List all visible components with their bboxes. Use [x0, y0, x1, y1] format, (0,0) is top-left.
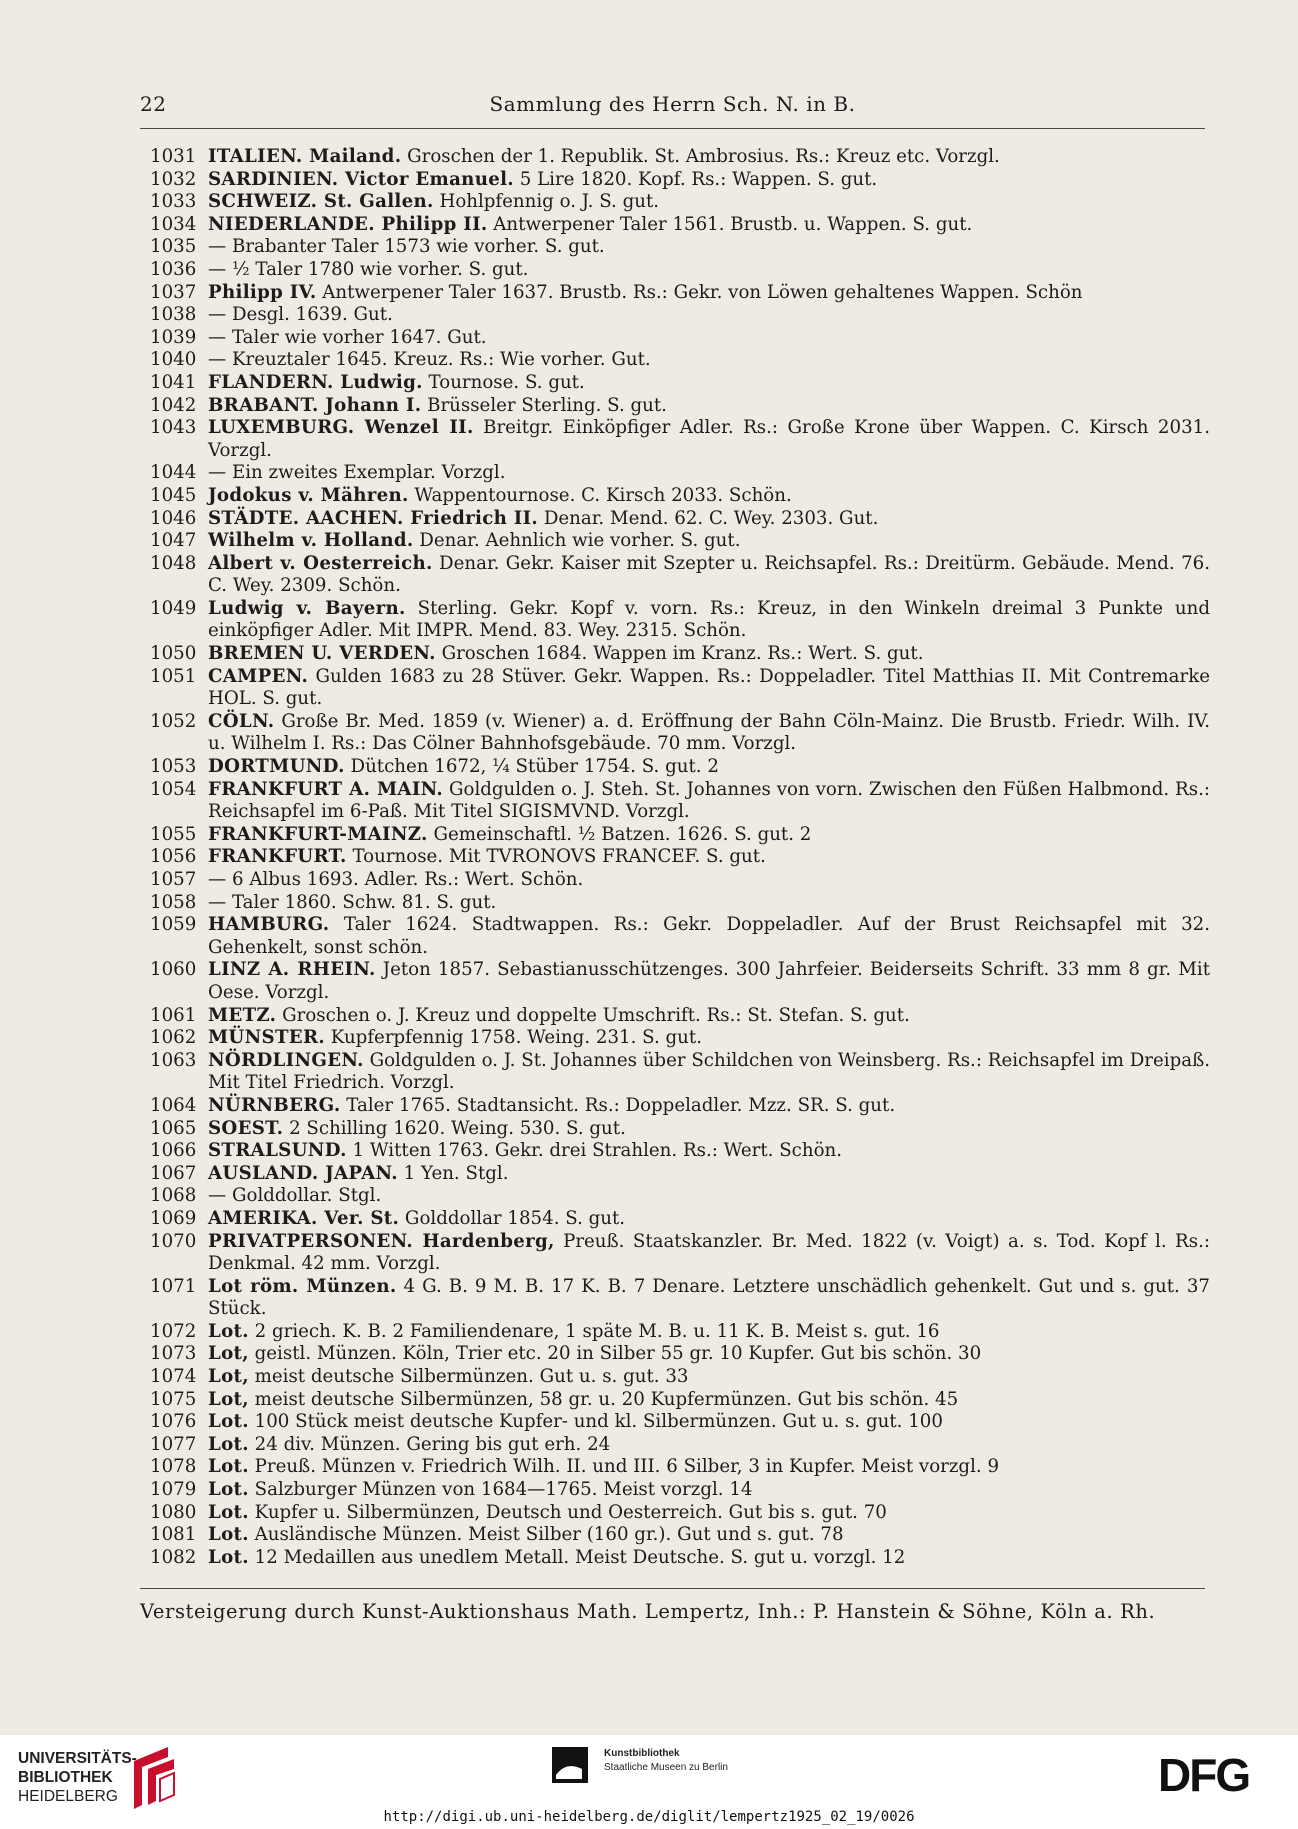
lot-text: 2 Schilling 1620. Weing. 530. S. gut.	[283, 1117, 626, 1139]
lot-heading: Lot.	[208, 1320, 249, 1342]
lot-description	[208, 1479, 1210, 1502]
lot-number: 1045	[150, 484, 197, 506]
lot-entry	[150, 1163, 1210, 1186]
lot-text: — Golddollar. Stgl.	[208, 1185, 382, 1207]
lot-number: 1044	[150, 462, 197, 484]
lot-heading: CÖLN.	[208, 710, 275, 732]
lot-description	[208, 1095, 1210, 1118]
digital-object-url[interactable]: http://digi.ub.uni-heidelberg.de/diglit/lempertz1925_02_19/0026	[383, 1809, 915, 1825]
lot-text: meist deutsche Silbermünzen, 58 gr. u. 20 Kupfermünzen. Gut bis schön. 45	[248, 1388, 959, 1410]
lot-number: 1043	[150, 417, 197, 439]
lot-description	[208, 643, 1210, 666]
university-library-name[interactable]	[18, 1749, 137, 1806]
lot-number: 1046	[150, 507, 197, 529]
lot-number: 1079	[150, 1479, 197, 1501]
lot-entry	[150, 779, 1210, 824]
lot-description	[208, 892, 1210, 915]
lot-entry	[150, 1366, 1210, 1389]
lot-description	[208, 236, 1210, 259]
lot-heading: Lot.	[208, 1501, 249, 1523]
lot-description	[208, 824, 1210, 847]
lot-description	[208, 530, 1210, 553]
lot-number: 1039	[150, 326, 197, 348]
lot-heading: METZ.	[208, 1004, 277, 1026]
lot-entry	[150, 146, 1210, 169]
lot-heading: Lot.	[208, 1456, 249, 1478]
lot-entry	[150, 349, 1210, 372]
lot-description	[208, 756, 1210, 779]
lot-text: Denar. Gekr. Kaiser mit Szepter u. Reichsapfel. Rs.: Dreitürm. Gebäude. Mend. 76. C. Wey. 2309. Schön.	[208, 552, 1210, 597]
lot-number: 1066	[150, 1140, 197, 1162]
lot-number: 1054	[150, 778, 197, 800]
lot-text: — Ein zweites Exemplar. Vorzgl.	[208, 462, 506, 484]
lot-description	[208, 779, 1210, 824]
lot-description	[208, 462, 1210, 485]
lot-entry	[150, 169, 1210, 192]
lot-heading: ITALIEN. Mailand.	[208, 146, 402, 167]
lot-heading: CAMPEN.	[208, 665, 309, 687]
lot-heading: NÖRDLINGEN.	[208, 1049, 364, 1071]
kb-line-1: Kunstbibliothek	[604, 1748, 680, 1759]
lot-description	[208, 282, 1210, 305]
lot-entry	[150, 711, 1210, 756]
lot-number: 1074	[150, 1366, 197, 1388]
lot-heading: Lot.	[208, 1411, 249, 1433]
lot-number: 1057	[150, 869, 197, 890]
lot-entry	[150, 417, 1210, 462]
lot-heading: Lot.	[208, 1433, 249, 1455]
lot-entry	[150, 1140, 1210, 1163]
lot-description	[208, 1411, 1210, 1434]
lot-text: 24 div. Münzen. Gering bis gut erh. 24	[248, 1433, 611, 1455]
lot-entry	[150, 1027, 1210, 1050]
lot-number: 1076	[150, 1411, 197, 1433]
lot-number: 1036	[150, 258, 197, 280]
lot-text: Groschen 1684. Wappen im Kranz. Rs.: Wert. S. gut.	[435, 643, 924, 665]
lot-number: 1071	[150, 1275, 197, 1297]
lot-number: 1058	[150, 891, 197, 913]
lot-entry	[150, 598, 1210, 643]
lot-heading: STÄDTE. AACHEN. Friedrich II.	[208, 507, 539, 529]
lot-heading: SARDINIEN. Victor Emanuel.	[208, 168, 514, 190]
lot-text: Salzburger Münzen von 1684—1765. Meist vorzgl. 14	[248, 1479, 753, 1501]
lot-description	[208, 869, 1210, 892]
lot-description	[208, 169, 1210, 192]
lot-description	[208, 508, 1210, 531]
dfg-logo-icon	[1158, 1753, 1276, 1795]
lot-number: 1056	[150, 846, 197, 868]
lot-entry	[150, 1050, 1210, 1095]
lot-number: 1053	[150, 756, 197, 778]
lot-number: 1067	[150, 1162, 197, 1184]
lot-entry	[150, 327, 1210, 350]
lot-text: Brüsseler Sterling. S. gut.	[421, 394, 667, 416]
kb-line-2: Staatliche Museen zu Berlin	[604, 1762, 728, 1773]
lot-number: 1052	[150, 710, 197, 732]
lot-number: 1063	[150, 1049, 197, 1071]
lot-number: 1055	[150, 823, 197, 845]
lot-number: 1038	[150, 304, 197, 326]
lot-text: Goldgulden o. J. St. Johannes über Schildchen von Weinsberg. Rs.: Reichsapfel im Dreipaß. Mit Titel Friedrich. Vorzgl.	[208, 1049, 1210, 1094]
lot-entry	[150, 236, 1210, 259]
lot-number: 1072	[150, 1320, 197, 1342]
lot-number: 1078	[150, 1456, 197, 1478]
lot-entry	[150, 1456, 1210, 1479]
lot-entry	[150, 643, 1210, 666]
lot-entry	[150, 553, 1210, 598]
lot-text: Tournose. Mit TVRONOVS FRANCEF. S. gut.	[346, 846, 766, 868]
lot-number: 1037	[150, 281, 197, 303]
lot-entry	[150, 462, 1210, 485]
lot-description	[208, 1140, 1210, 1163]
lot-entry	[150, 1231, 1210, 1276]
lot-description	[208, 1456, 1210, 1479]
lot-text: geistl. Münzen. Köln, Trier etc. 20 in Silber 55 gr. 10 Kupfer. Gut bis schön. 30	[248, 1343, 982, 1365]
lot-heading: FLANDERN. Ludwig.	[208, 371, 423, 393]
kunstbibliothek-logo-icon	[552, 1747, 596, 1787]
lot-entry	[150, 485, 1210, 508]
lot-heading: Lot röm. Münzen.	[208, 1275, 397, 1297]
lot-text: Breitgr. Einköpfiger Adler. Rs.: Große Krone über Wappen. C. Kirsch 2031. Vorzgl.	[208, 417, 1210, 461]
lot-description	[208, 191, 1210, 214]
lot-description	[208, 259, 1210, 282]
lot-heading: Wilhelm v. Holland.	[208, 530, 414, 552]
lot-description	[208, 1389, 1210, 1412]
uni-line-3: HEIDELBERG	[18, 1788, 118, 1805]
uni-line-2: BIBLIOTHEK	[18, 1769, 113, 1786]
lot-heading: DORTMUND.	[208, 756, 345, 778]
lot-text: Jeton 1857. Sebastianusschützenges. 300 Jahrfeier. Beiderseits Schrift. 33 mm 8 gr. Mit Oese. Vorzgl.	[208, 959, 1211, 1003]
kunstbibliothek-name[interactable]	[604, 1747, 728, 1775]
lot-entry	[150, 666, 1210, 711]
lot-text: Gulden 1683 zu 28 Stüver. Gekr. Wappen. Rs.: Doppeladler. Titel Matthias II. Mit Contremarke HOL. S. gut.	[208, 665, 1210, 710]
lot-heading: FRANKFURT-MAINZ.	[208, 823, 428, 845]
lot-entry	[150, 304, 1210, 327]
footer-rule	[140, 1588, 1205, 1589]
lot-text: Kupferpfennig 1758. Weing. 231. S. gut.	[325, 1027, 702, 1049]
page-number: 22	[140, 92, 167, 116]
lot-text: Dütchen 1672, ¼ Stüber 1754. S. gut. 2	[344, 756, 719, 778]
lot-entry	[150, 1389, 1210, 1412]
auction-house-footer: Versteigerung durch Kunst-Auktionshaus Math. Lempertz, Inh.: P. Hanstein & Söhne, Köln a. Rh.	[140, 1600, 1156, 1623]
lot-description	[208, 1321, 1210, 1344]
lot-description	[208, 1005, 1210, 1028]
lot-number: 1065	[150, 1117, 197, 1139]
lot-heading: Jodokus v. Mähren.	[208, 484, 409, 506]
lot-entry	[150, 1118, 1210, 1141]
lot-text: Gemeinschaftl. ½ Batzen. 1626. S. gut. 2	[427, 823, 812, 845]
lot-text: Denar. Mend. 62. C. Wey. 2303. Gut.	[538, 507, 879, 529]
lot-number: 1082	[150, 1546, 197, 1568]
lot-description	[208, 1050, 1210, 1095]
lot-text: 2 griech. K. B. 2 Familiendenare, 1 späte M. B. u. 11 K. B. Meist s. gut. 16	[248, 1320, 940, 1342]
lot-heading: AUSLAND. JAPAN.	[208, 1162, 398, 1184]
lot-entry	[150, 846, 1210, 869]
lot-heading: SCHWEIZ. St. Gallen.	[208, 191, 434, 213]
lot-heading: Ludwig v. Bayern.	[208, 597, 406, 619]
lot-entry	[150, 892, 1210, 915]
lot-description	[208, 666, 1210, 711]
lot-number: 1042	[150, 394, 197, 416]
lot-entry	[150, 1208, 1210, 1231]
lot-entry	[150, 1321, 1210, 1344]
lot-text: 1 Yen. Stgl.	[397, 1162, 509, 1184]
lot-description	[208, 1185, 1210, 1208]
lot-number: 1075	[150, 1388, 197, 1410]
lot-text: 4 G. B. 9 M. B. 17 K. B. 7 Denare. Letztere unschädlich gehenkelt. Gut und s. gut. 37 Stück.	[208, 1275, 1210, 1320]
lot-entry	[150, 1095, 1210, 1118]
lot-text: — Taler 1860. Schw. 81. S. gut.	[208, 891, 497, 913]
lot-entry	[150, 508, 1210, 531]
lot-description	[208, 1434, 1210, 1457]
lot-heading: BRABANT. Johann I.	[208, 394, 422, 416]
lot-number: 1069	[150, 1207, 197, 1229]
lot-number: 1041	[150, 371, 197, 393]
lot-number: 1047	[150, 530, 197, 552]
lot-text: Groschen der 1. Republik. St. Ambrosius. Rs.: Kreuz etc. Vorzgl.	[401, 146, 1000, 167]
lot-heading: NIEDERLANDE. Philipp II.	[208, 213, 488, 235]
lot-text: — Brabanter Taler 1573 wie vorher. S. gut.	[208, 236, 605, 258]
lot-description	[208, 417, 1210, 462]
lot-entry	[150, 1547, 1210, 1570]
lot-entry	[150, 395, 1210, 418]
lot-description	[208, 349, 1210, 372]
lot-description	[208, 959, 1210, 1004]
lot-entry	[150, 372, 1210, 395]
lot-text: meist deutsche Silbermünzen. Gut u. s. gut. 33	[248, 1366, 689, 1388]
lot-entry	[150, 756, 1210, 779]
lot-entry	[150, 824, 1210, 847]
lot-entry	[150, 214, 1210, 237]
lot-entry	[150, 1005, 1210, 1028]
lot-entry	[150, 1502, 1210, 1525]
lot-heading: FRANKFURT A. MAIN.	[208, 778, 444, 800]
lot-heading: HAMBURG.	[208, 914, 330, 936]
lot-text: Antwerpener Taler 1561. Brustb. u. Wappen. S. gut.	[487, 213, 973, 235]
lot-number: 1061	[150, 1004, 197, 1026]
lot-entry	[150, 869, 1210, 892]
lot-description	[208, 1547, 1210, 1570]
lot-number: 1033	[150, 191, 197, 213]
lot-entry	[150, 959, 1210, 1004]
lot-number: 1081	[150, 1524, 197, 1546]
lot-text: 1 Witten 1763. Gekr. drei Strahlen. Rs.: Wert. Schön.	[346, 1140, 843, 1162]
lot-number: 1040	[150, 349, 197, 371]
lot-heading: Lot.	[208, 1546, 249, 1568]
lot-heading: BREMEN U. VERDEN.	[208, 643, 436, 665]
lot-description	[208, 1118, 1210, 1141]
lot-number: 1059	[150, 914, 197, 936]
lot-heading: Lot,	[208, 1343, 249, 1365]
lot-text: 100 Stück meist deutsche Kupfer- und kl. Silbermünzen. Gut u. s. gut. 100	[248, 1411, 943, 1433]
lot-number: 1073	[150, 1343, 197, 1365]
lot-number: 1060	[150, 959, 197, 981]
lot-text: Wappentournose. C. Kirsch 2033. Schön.	[408, 484, 792, 506]
lot-entry	[150, 1479, 1210, 1502]
lot-text: Taler 1624. Stadtwappen. Rs.: Gekr. Doppeladler. Auf der Brust Reichsapfel mit 32. Gehenkelt, sonst schön.	[208, 914, 1210, 958]
lot-heading: LINZ A. RHEIN.	[208, 959, 376, 981]
lot-description	[208, 304, 1210, 327]
lot-description	[208, 846, 1210, 869]
lot-entry	[150, 282, 1210, 305]
lot-heading: PRIVATPERSONEN. Hardenberg,	[208, 1230, 555, 1252]
lot-heading: NÜRNBERG.	[208, 1094, 341, 1116]
lot-number: 1068	[150, 1185, 197, 1207]
lot-description	[208, 327, 1210, 350]
lot-number: 1034	[150, 213, 197, 235]
lot-entry	[150, 1524, 1210, 1547]
lot-description	[208, 1163, 1210, 1186]
lot-description	[208, 711, 1210, 756]
lot-description	[208, 598, 1210, 643]
lot-heading: SOEST.	[208, 1117, 284, 1139]
lot-text: Ausländische Münzen. Meist Silber (160 gr.). Gut und s. gut. 78	[248, 1524, 844, 1546]
lot-text: 12 Medaillen aus unedlem Metall. Meist Deutsche. S. gut u. vorzgl. 12	[248, 1546, 906, 1568]
university-library-logo-icon	[128, 1745, 178, 1811]
lot-text: Antwerpener Taler 1637. Brustb. Rs.: Gekr. von Löwen gehaltenes Wappen. Schön	[316, 281, 1083, 303]
lot-number: 1051	[150, 665, 197, 687]
lot-text: Große Br. Med. 1859 (v. Wiener) a. d. Eröffnung der Bahn Cöln-Mainz. Die Brustb. Friedr. Wilh. IV. u. Wilhelm I. Rs.: Das Cölner Bahnhofsgebäude. 70 mm. Vorzgl.	[208, 710, 1210, 755]
lot-entry	[150, 914, 1210, 959]
lot-text: Preuß. Münzen v. Friedrich Wilh. II. und III. 6 Silber, 3 in Kupfer. Meist vorzgl. 9	[248, 1456, 1000, 1478]
lot-description	[208, 395, 1210, 418]
lot-text: Tournose. S. gut.	[422, 371, 585, 393]
lot-number: 1049	[150, 597, 197, 619]
lot-heading: Lot,	[208, 1388, 249, 1410]
lot-description	[208, 1276, 1210, 1321]
lot-description	[208, 1027, 1210, 1050]
lot-text: — Desgl. 1639. Gut.	[208, 304, 393, 326]
lot-entry	[150, 1185, 1210, 1208]
lot-description	[208, 914, 1210, 959]
lot-description	[208, 1231, 1210, 1276]
lot-entry	[150, 191, 1210, 214]
lot-entry	[150, 530, 1210, 553]
svg-text:DFG: DFG	[1158, 1753, 1250, 1795]
lot-description	[208, 553, 1210, 598]
lot-text: — Taler wie vorher 1647. Gut.	[208, 326, 487, 348]
lot-text: Sterling. Gekr. Kopf v. vorn. Rs.: Kreuz, in den Winkeln dreimal 3 Punkte und einköpfiger Adler. Mit IMPR. Mend. 83. Wey. 2315. Schön.	[208, 597, 1210, 642]
lot-description	[208, 1208, 1210, 1231]
lot-description	[208, 1502, 1210, 1525]
lot-number: 1064	[150, 1094, 197, 1116]
lot-description	[208, 214, 1210, 237]
lot-entry	[150, 1343, 1210, 1366]
lot-text: Taler 1765. Stadtansicht. Rs.: Doppeladler. Mzz. SR. S. gut.	[340, 1094, 896, 1116]
lot-number: 1077	[150, 1433, 197, 1455]
lot-text: Denar. Aehnlich wie vorher. S. gut.	[413, 530, 741, 552]
lot-number: 1070	[150, 1230, 197, 1252]
lot-heading: MÜNSTER.	[208, 1027, 325, 1049]
lot-entry	[150, 1434, 1210, 1457]
lot-text: Golddollar 1854. S. gut.	[399, 1207, 626, 1229]
lot-description	[208, 485, 1210, 508]
lot-entry	[150, 1276, 1210, 1321]
lot-number: 1062	[150, 1027, 197, 1049]
lot-text: Groschen o. J. Kreuz und doppelte Umschrift. Rs.: St. Stefan. S. gut.	[276, 1004, 910, 1026]
lot-description	[208, 1343, 1210, 1366]
lot-heading: AMERIKA. Ver. St.	[208, 1207, 400, 1229]
lot-entry	[150, 1411, 1210, 1434]
lot-heading: Lot,	[208, 1366, 249, 1388]
lot-heading: FRANKFURT.	[208, 846, 347, 868]
library-strip	[0, 1735, 1298, 1829]
lot-description	[208, 146, 1210, 169]
lot-number: 1050	[150, 643, 197, 665]
lot-text: Goldgulden o. J. Steh. St. Johannes von vorn. Zwischen den Füßen Halbmond. Rs.: Reichsapfel im 6-Paß. Mit Titel SIGISMVND. Vorzgl.	[208, 778, 1210, 823]
lot-text: Hohlpfennig o. J. S. gut.	[433, 191, 660, 213]
page-title: Sammlung des Herrn Sch. N. in B.	[489, 92, 856, 116]
lot-number: 1048	[150, 552, 197, 574]
lot-text: 5 Lire 1820. Kopf. Rs.: Wappen. S. gut.	[513, 168, 878, 190]
lot-heading: Lot.	[208, 1524, 249, 1546]
lot-number: 1032	[150, 168, 197, 190]
lot-heading: Lot.	[208, 1479, 249, 1501]
lot-entry	[150, 259, 1210, 282]
lot-description	[208, 1366, 1210, 1389]
lot-heading: LUXEMBURG. Wenzel II.	[208, 417, 474, 439]
header-rule	[140, 128, 1205, 129]
lot-number: 1080	[150, 1501, 197, 1523]
page-header	[140, 92, 1205, 122]
lot-list	[150, 146, 1210, 1569]
lot-heading: Philipp IV.	[208, 281, 317, 303]
lot-text: — 6 Albus 1693. Adler. Rs.: Wert. Schön.	[208, 869, 584, 890]
lot-heading: STRALSUND.	[208, 1140, 347, 1162]
lot-description	[208, 372, 1210, 395]
uni-line-1: UNIVERSITÄTS-	[18, 1750, 137, 1767]
lot-heading: Albert v. Oesterreich.	[208, 552, 433, 574]
lot-description	[208, 1524, 1210, 1547]
lot-number: 1035	[150, 236, 197, 258]
lot-text: — Kreuztaler 1645. Kreuz. Rs.: Wie vorher. Gut.	[208, 349, 651, 371]
lot-text: — ½ Taler 1780 wie vorher. S. gut.	[208, 258, 529, 280]
lot-text: Preuß. Staatskanzler. Br. Med. 1822 (v. Voigt) a. s. Tod. Kopf l. Rs.: Denkmal. 42 mm. Vorzgl.	[208, 1230, 1210, 1275]
lot-number: 1031	[150, 146, 197, 167]
lot-text: Kupfer u. Silbermünzen, Deutsch und Oesterreich. Gut bis s. gut. 70	[248, 1501, 887, 1523]
